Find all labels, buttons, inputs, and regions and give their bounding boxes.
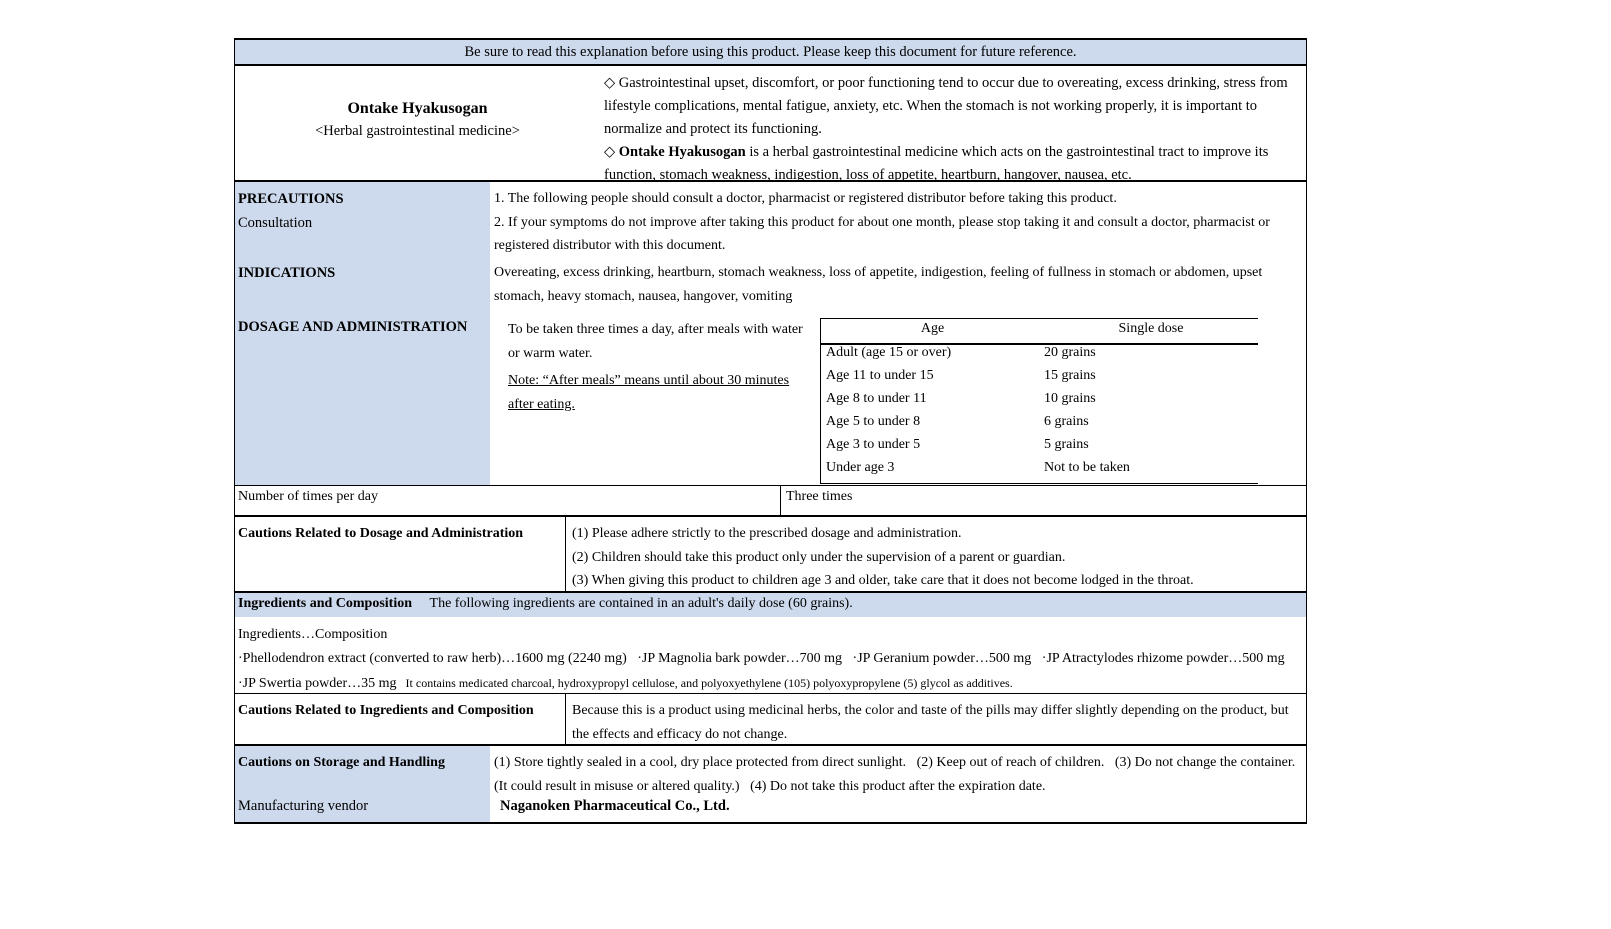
age-cell: Age 11 to under 15 xyxy=(826,368,934,383)
vendor-label: Manufacturing vendor xyxy=(235,796,490,822)
ingredients-heading-note: The following ingredients are contained in an adult's daily dose (60 grains). xyxy=(429,596,853,611)
age-cell: Adult (age 15 or over) xyxy=(826,345,952,360)
storage-label-cell xyxy=(235,746,490,796)
ingredients-heading: Ingredients and Composition xyxy=(238,596,413,611)
indications-content xyxy=(490,256,1306,310)
storage-text: (1) Store tightly sealed in a cool, dry place protected from direct sunlight. (2) Keep out of reach of children. (3) Do not change the container. (It could result in misuse or altered quality.) (4) Do not take this product after the expiration date. xyxy=(494,755,1296,794)
precautions-label: PRECAUTIONS xyxy=(238,191,344,207)
ingredient-cautions-text: Because this is a product using medicinal herbs, the color and taste of the pills may differ slightly depending on the product, but the effects and efficacy do not change. xyxy=(572,703,1289,742)
product-description xyxy=(600,66,1306,183)
ingredient-cautions-label: Cautions Related to Ingredients and Composition xyxy=(235,694,566,744)
ingredients-subheading: Ingredients…Composition xyxy=(238,627,388,642)
age-cell: Age 3 to under 5 xyxy=(826,437,921,452)
precautions-section xyxy=(235,182,1306,256)
dose-cell: 10 grains xyxy=(1044,391,1096,406)
age-dose-table-header xyxy=(821,319,1258,345)
ingredients-list-text: ·Phellodendron extract (converted to raw herb)…1600 mg (2240 mg) ·JP Magnolia bark powder…700 mg ·JP Geranium powder…500 mg ·JP Atractylodes rhizome powder…500 mg ·JP Swertia powder…35 mg xyxy=(238,651,1292,691)
banner-text: Be sure to read this explanation before using this product. Please keep this document for future reference. xyxy=(464,43,1077,60)
table-row xyxy=(821,368,1258,391)
vendor-value: Naganoken Pharmaceutical Co., Ltd. xyxy=(500,798,730,814)
vendor-row xyxy=(235,796,1306,822)
ingredients-body xyxy=(235,617,1306,693)
precautions-label-cell xyxy=(235,182,490,256)
ingredient-cautions-content xyxy=(566,694,1306,744)
description-paragraph-2 xyxy=(604,141,1298,187)
single-dose-column-header: Single dose xyxy=(1118,321,1184,336)
product-title-cell xyxy=(235,66,600,180)
additives-note: It contains medicated charcoal, hydroxypropyl cellulose, and polyoxyethylene (105) polyoxypropylene (5) glycol as additives. xyxy=(396,676,1013,690)
product-title: Ontake Hyakusogan xyxy=(347,100,488,117)
dosage-caution-item: (1) Please adhere strictly to the prescribed dosage and administration. xyxy=(572,526,962,541)
table-row xyxy=(821,345,1258,368)
dosage-note: Note: “After meals” means until about 30 minutes after eating. xyxy=(508,373,790,412)
dose-cell: 5 grains xyxy=(1044,437,1089,452)
dosage-cautions-section xyxy=(235,515,1306,591)
description-paragraph-1: ◇ Gastrointestinal upset, discomfort, or poor functioning tend to occur due to overeating, excess drinking, stress from lifestyle complications, mental fatigue, anxiety, etc. When the stomach is not working properly, it is important to normalize and protect its functioning. xyxy=(604,75,1288,137)
age-cell: Age 8 to under 11 xyxy=(826,391,927,406)
dose-cell: Not to be taken xyxy=(1044,460,1130,475)
product-subtitle: <Herbal gastrointestinal medicine> xyxy=(315,123,520,139)
indications-section xyxy=(235,256,1306,310)
age-cell: Under age 3 xyxy=(826,460,895,475)
age-dose-table xyxy=(820,318,1258,484)
storage-section xyxy=(235,744,1306,796)
dosage-label: DOSAGE AND ADMINISTRATION xyxy=(238,319,468,335)
dose-cell: 15 grains xyxy=(1044,368,1096,383)
age-cell: Age 5 to under 8 xyxy=(826,414,921,429)
precautions-item: 1. The following people should consult a doctor, pharmacist or registered distributor before taking this product. xyxy=(494,191,1117,206)
table-row xyxy=(821,460,1258,483)
ingredients-list xyxy=(238,647,1296,696)
times-per-day-label: Number of times per day xyxy=(235,486,781,515)
dosage-caution-item: (3) When giving this product to children age 3 and older, take care that it does not become lodged in the throat. xyxy=(572,573,1194,588)
indications-label: INDICATIONS xyxy=(238,265,336,281)
dosage-section xyxy=(235,310,1306,485)
dose-cell: 20 grains xyxy=(1044,345,1096,360)
precautions-content xyxy=(490,182,1306,256)
dosage-cautions-label: Cautions Related to Dosage and Administration xyxy=(235,517,566,591)
precautions-item: 2. If your symptoms do not improve after taking this product for about one month, please stop taking it and consult a doctor, pharmacist or registered distributor with this document. xyxy=(494,214,1270,253)
times-per-day-value: Three times xyxy=(786,489,853,504)
dosage-instruction: To be taken three times a day, after meals with water or warm water. xyxy=(508,322,803,361)
dosage-instruction-block xyxy=(490,315,820,485)
dosage-label-cell xyxy=(235,310,490,485)
dosage-content xyxy=(490,310,1306,485)
table-row xyxy=(821,391,1258,414)
storage-label: Cautions on Storage and Handling xyxy=(238,755,445,770)
indications-label-cell xyxy=(235,256,490,310)
consultation-label: Consultation xyxy=(238,215,313,231)
times-per-day-row xyxy=(235,485,1306,515)
storage-content xyxy=(490,746,1306,796)
age-column-header: Age xyxy=(920,321,945,336)
dose-cell: 6 grains xyxy=(1044,414,1089,429)
dosage-caution-item: (2) Children should take this product only under the supervision of a parent or guardian. xyxy=(572,549,1066,565)
ingredient-cautions-section xyxy=(235,693,1306,744)
description-paragraph-2-rest: is a herbal gastrointestinal medicine which acts on the gastrointestinal tract to improve its function, stomach weakness, indigestion, loss of appetite, heartburn, hangover, nausea, etc. xyxy=(604,144,1269,183)
dosage-cautions-content xyxy=(566,517,1306,591)
product-header xyxy=(235,66,1306,182)
diamond-marker: ◇ xyxy=(604,144,619,160)
product-name-inline: Ontake Hyakusogan xyxy=(618,144,746,160)
read-before-use-banner xyxy=(235,38,1306,66)
table-row xyxy=(821,414,1258,437)
ingredients-heading-row xyxy=(235,591,1306,617)
indications-text: Overeating, excess drinking, heartburn, stomach weakness, loss of appetite, indigestion, feeling of fullness in stomach or abdomen, upset stomach, heavy stomach, nausea, hangover, vomiting xyxy=(494,265,1263,304)
table-row xyxy=(821,437,1258,460)
package-insert-document xyxy=(234,38,1307,824)
